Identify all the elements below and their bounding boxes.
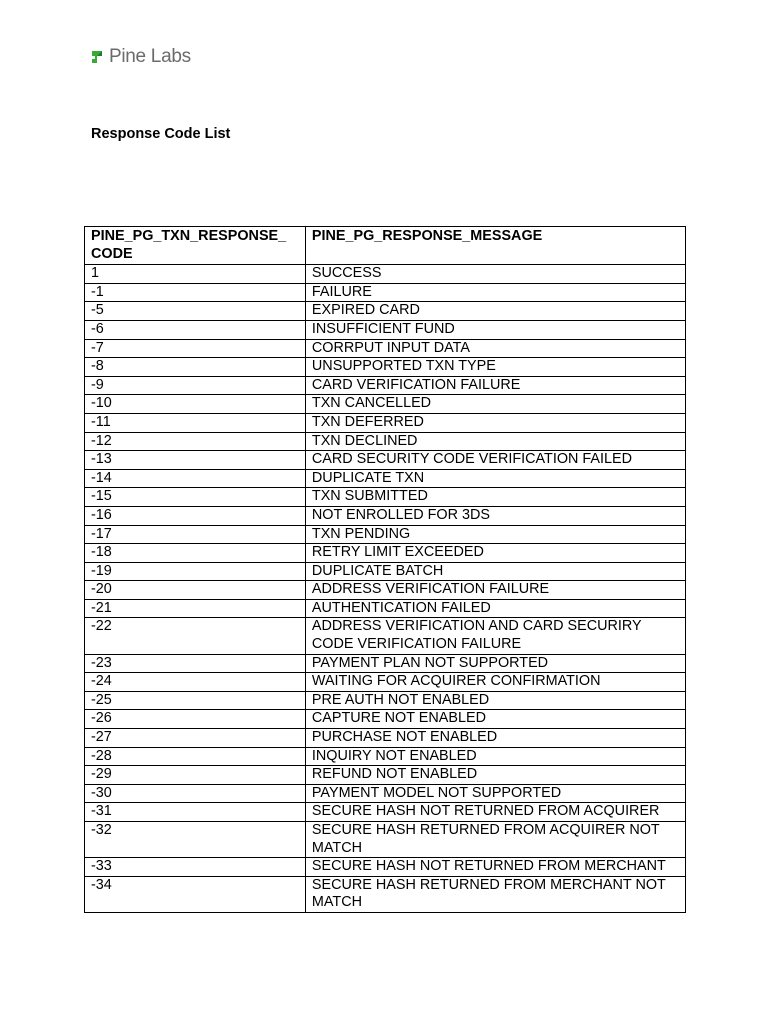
response-message-cell: RETRY LIMIT EXCEEDED: [305, 544, 685, 563]
response-message-cell: DUPLICATE BATCH: [305, 562, 685, 581]
table-row: [85, 469, 686, 488]
response-code-cell: -27: [85, 729, 306, 748]
response-message-cell: PAYMENT MODEL NOT SUPPORTED: [305, 784, 685, 803]
response-code-cell: -15: [85, 488, 306, 507]
table-row: [85, 376, 686, 395]
table-row: [85, 320, 686, 339]
table-row: [85, 784, 686, 803]
response-code-cell: -7: [85, 339, 306, 358]
response-message-cell: CORRPUT INPUT DATA: [305, 339, 685, 358]
response-message-cell: CAPTURE NOT ENABLED: [305, 710, 685, 729]
response-message-cell: PRE AUTH NOT ENABLED: [305, 691, 685, 710]
response-code-cell: -11: [85, 413, 306, 432]
table-row: [85, 822, 686, 858]
response-code-cell: -25: [85, 691, 306, 710]
table-row: [85, 729, 686, 748]
table-header-row: [85, 227, 686, 265]
response-message-cell: INSUFFICIENT FUND: [305, 320, 685, 339]
response-message-cell: ADDRESS VERIFICATION FAILURE: [305, 581, 685, 600]
table-row: [85, 544, 686, 563]
table-row: [85, 283, 686, 302]
response-code-cell: -14: [85, 469, 306, 488]
response-code-cell: -10: [85, 395, 306, 414]
response-code-cell: -12: [85, 432, 306, 451]
response-message-cell: SECURE HASH RETURNED FROM ACQUIRER NOT MATCH: [305, 822, 685, 858]
response-code-cell: -21: [85, 599, 306, 618]
response-message-cell: PAYMENT PLAN NOT SUPPORTED: [305, 654, 685, 673]
response-message-cell: SECURE HASH NOT RETURNED FROM MERCHANT: [305, 858, 685, 877]
response-code-cell: -29: [85, 766, 306, 785]
column-header-code: PINE_PG_TXN_RESPONSE_ CODE: [85, 227, 306, 265]
response-code-cell: -17: [85, 525, 306, 544]
table-row: [85, 691, 686, 710]
response-message-cell: UNSUPPORTED TXN TYPE: [305, 358, 685, 377]
response-message-cell: EXPIRED CARD: [305, 302, 685, 321]
response-code-cell: -13: [85, 451, 306, 470]
response-message-cell: SECURE HASH NOT RETURNED FROM ACQUIRER: [305, 803, 685, 822]
response-code-cell: -26: [85, 710, 306, 729]
response-code-cell: -28: [85, 747, 306, 766]
response-code-cell: -30: [85, 784, 306, 803]
table-row: [85, 506, 686, 525]
brand-name: Pine Labs: [109, 46, 191, 67]
response-message-cell: FAILURE: [305, 283, 685, 302]
table-row: [85, 413, 686, 432]
response-code-cell: -22: [85, 618, 306, 654]
response-code-cell: -16: [85, 506, 306, 525]
response-code-cell: -18: [85, 544, 306, 563]
response-code-cell: -6: [85, 320, 306, 339]
response-message-cell: ADDRESS VERIFICATION AND CARD SECURIRY CODE VERIFICATION FAILURE: [305, 618, 685, 654]
table-row: [85, 562, 686, 581]
table-row: [85, 395, 686, 414]
table-row: [85, 673, 686, 692]
response-code-cell: -34: [85, 876, 306, 912]
table-row: [85, 339, 686, 358]
table-row: [85, 710, 686, 729]
response-code-cell: -9: [85, 376, 306, 395]
response-message-cell: INQUIRY NOT ENABLED: [305, 747, 685, 766]
brand-logo: [91, 46, 191, 68]
table-row: [85, 876, 686, 912]
response-code-cell: -33: [85, 858, 306, 877]
response-code-cell: -32: [85, 822, 306, 858]
response-message-cell: SECURE HASH RETURNED FROM MERCHANT NOT MATCH: [305, 876, 685, 912]
response-code-cell: -5: [85, 302, 306, 321]
column-header-message: PINE_PG_RESPONSE_MESSAGE: [305, 227, 685, 265]
table-row: [85, 265, 686, 284]
response-message-cell: TXN SUBMITTED: [305, 488, 685, 507]
response-message-cell: PURCHASE NOT ENABLED: [305, 729, 685, 748]
table-row: [85, 654, 686, 673]
response-code-cell: 1: [85, 265, 306, 284]
table-row: [85, 432, 686, 451]
response-message-cell: TXN DECLINED: [305, 432, 685, 451]
response-message-cell: WAITING FOR ACQUIRER CONFIRMATION: [305, 673, 685, 692]
table-row: [85, 358, 686, 377]
table-row: [85, 858, 686, 877]
response-code-cell: -1: [85, 283, 306, 302]
table-row: [85, 766, 686, 785]
response-message-cell: CARD SECURITY CODE VERIFICATION FAILED: [305, 451, 685, 470]
table-row: [85, 803, 686, 822]
table-row: [85, 747, 686, 766]
response-message-cell: REFUND NOT ENABLED: [305, 766, 685, 785]
table-row: [85, 599, 686, 618]
response-code-cell: -20: [85, 581, 306, 600]
response-message-cell: TXN DEFERRED: [305, 413, 685, 432]
response-code-cell: -24: [85, 673, 306, 692]
pine-labs-arrow-icon: [91, 50, 103, 64]
table-row: [85, 302, 686, 321]
response-code-table: [84, 226, 686, 913]
response-message-cell: TXN CANCELLED: [305, 395, 685, 414]
response-message-cell: CARD VERIFICATION FAILURE: [305, 376, 685, 395]
response-message-cell: AUTHENTICATION FAILED: [305, 599, 685, 618]
page-title: Response Code List: [91, 126, 231, 142]
response-message-cell: TXN PENDING: [305, 525, 685, 544]
table-row: [85, 581, 686, 600]
response-code-cell: -31: [85, 803, 306, 822]
response-code-cell: -23: [85, 654, 306, 673]
response-message-cell: DUPLICATE TXN: [305, 469, 685, 488]
table-row: [85, 488, 686, 507]
table-row: [85, 525, 686, 544]
response-message-cell: NOT ENROLLED FOR 3DS: [305, 506, 685, 525]
table-row: [85, 451, 686, 470]
response-code-cell: -19: [85, 562, 306, 581]
response-message-cell: SUCCESS: [305, 265, 685, 284]
table-row: [85, 618, 686, 654]
response-code-cell: -8: [85, 358, 306, 377]
